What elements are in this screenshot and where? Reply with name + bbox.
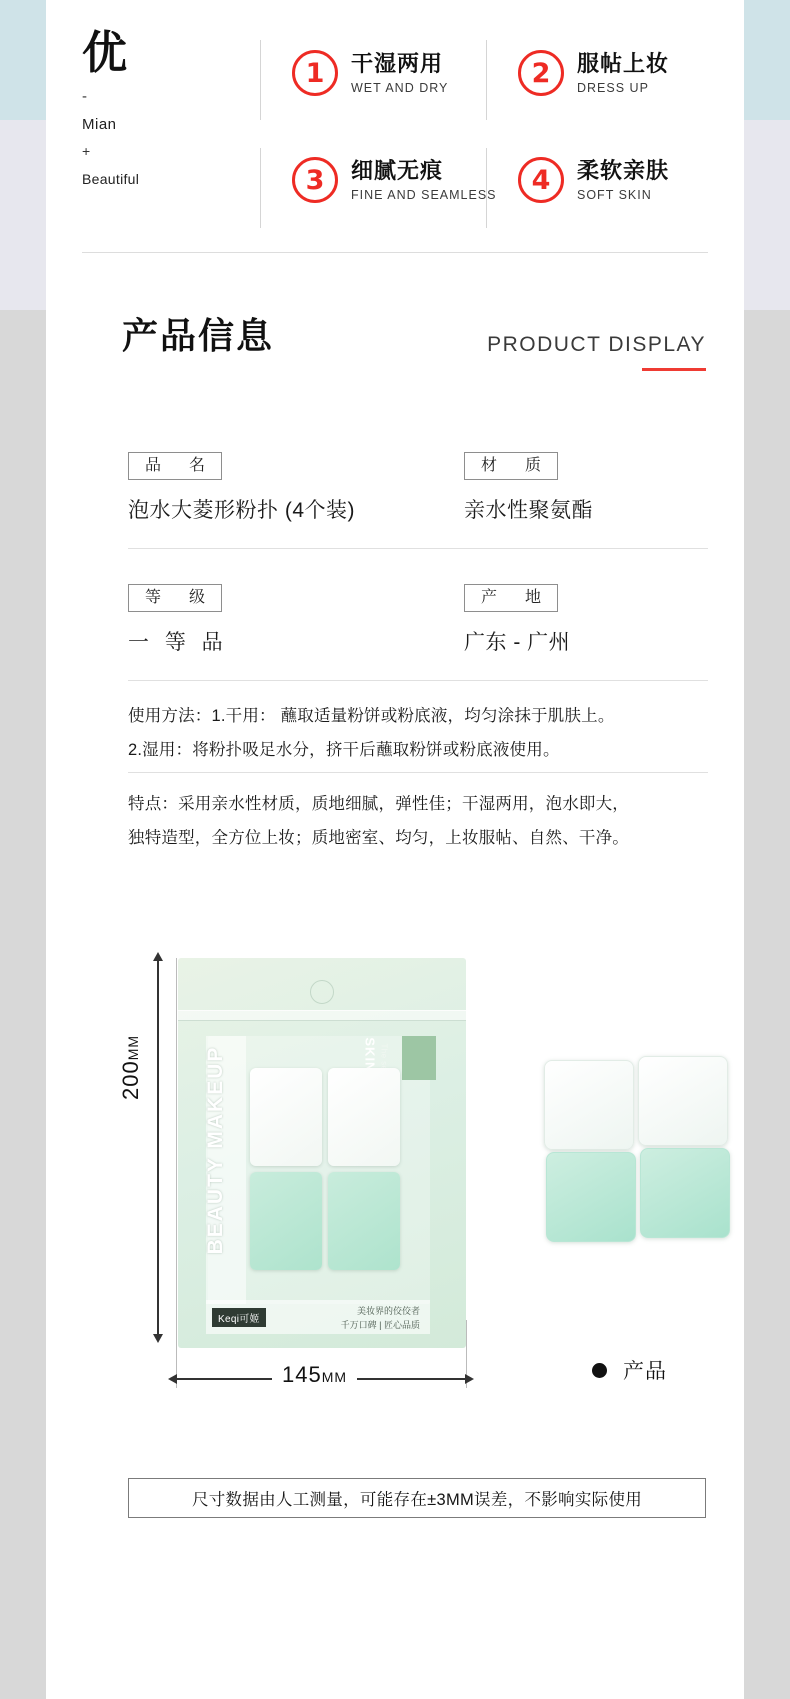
divider-vertical: [260, 148, 261, 228]
content-sheet: [46, 0, 744, 1699]
legend-label: 产品: [623, 1360, 667, 1383]
feature-title-cn: 柔软亲肤: [577, 157, 670, 183]
decor-band-right: [744, 120, 790, 310]
spec-table: [128, 452, 708, 672]
brand-dash: -: [82, 88, 87, 105]
feature-number-badge: 2: [518, 50, 564, 96]
height-unit: MM: [125, 1034, 141, 1061]
usage-line-1: 使用方法：1.干用： 蘸取适量粉饼或粉底液，均匀涂抹于肌肤上。: [128, 707, 615, 725]
feature-title-en: SOFT SKIN: [577, 188, 652, 203]
loose-puff-group: [544, 1060, 734, 1260]
brand-mark: [82, 26, 222, 187]
feature-title-cn: 细腻无痕: [351, 157, 444, 183]
legend: [592, 1355, 667, 1385]
product-package-illustration: [178, 958, 466, 1348]
package-brand-label: Keqi可姬: [212, 1308, 266, 1327]
package-title-text: BEAUTY MAKEUP: [204, 1045, 227, 1255]
height-dimension-arrow: [157, 960, 159, 1335]
zipper-strip: [178, 1010, 466, 1021]
puff-white: [250, 1068, 322, 1166]
spec-row: [128, 562, 708, 672]
spec-cell-name: [128, 452, 418, 524]
feature-title-cn: 服帖上妆: [577, 50, 670, 76]
width-value: 145: [282, 1362, 322, 1387]
points-paragraph: [128, 788, 716, 856]
decor-band-left: [0, 120, 46, 310]
product-display-zone: [92, 930, 790, 1440]
decor-corner-top-left: [0, 0, 46, 120]
page-subtitle-en: PRODUCT DISPLAY: [487, 333, 706, 356]
product-info-header: [82, 300, 708, 380]
divider-vertical: [260, 40, 261, 120]
feature-title-en: WET AND DRY: [351, 81, 449, 96]
package-slogan-line-1: 美妆界的佼佼者: [356, 1306, 420, 1316]
usage-line-2: 2.湿用：将粉扑吸足水分，挤干后蘸取粉饼或粉底液使用。: [128, 740, 560, 759]
spec-value: 广东 - 广州: [464, 631, 571, 655]
feature-title-cn: 干湿两用: [351, 50, 444, 76]
height-dimension-label: [118, 1035, 144, 1100]
brand-char: 优: [82, 26, 129, 79]
puff-white: [328, 1068, 400, 1166]
decor-side-left: [0, 310, 46, 1699]
package-slogan: [341, 1305, 420, 1332]
accent-underline: [642, 368, 706, 371]
dimension-guide-line: [176, 958, 177, 1388]
width-unit: MM: [321, 1369, 348, 1385]
brand-plus: +: [82, 143, 91, 159]
puff-green: [328, 1172, 400, 1270]
spec-cell-origin: [464, 584, 754, 656]
feature-number-badge: 3: [292, 157, 338, 203]
puff-green: [640, 1148, 730, 1238]
package-green-block: [402, 1036, 436, 1080]
divider-horizontal-main: [82, 252, 708, 253]
feature-text: [351, 158, 497, 202]
spec-label: 品 名: [128, 452, 222, 480]
decor-corner-top-right: [744, 0, 790, 120]
feature-text: [577, 158, 669, 202]
spec-cell-grade: [128, 584, 418, 656]
divider-horizontal: [128, 680, 708, 681]
package-puff-group: [250, 1068, 402, 1274]
spec-label: 产 地: [464, 584, 558, 612]
feature-number-badge: 4: [518, 157, 564, 203]
feature-title-en: FINE AND SEAMLESS: [351, 188, 497, 203]
points-line-2: 独特造型，全方位上妆；质地密室、均匀，上妆服帖、自然、干净。: [128, 828, 629, 847]
puff-green: [546, 1152, 636, 1242]
brand-en-second: Beautiful: [82, 171, 140, 187]
usage-paragraph: [128, 700, 716, 768]
divider-horizontal: [128, 772, 708, 773]
spec-value: 泡水大菱形粉扑 (4个装): [128, 499, 355, 523]
spec-row: [128, 452, 708, 562]
spec-label: 等 级: [128, 584, 222, 612]
brand-en-first: Mian: [82, 116, 117, 133]
package-footer-bar: [206, 1300, 430, 1334]
bullet-dot-icon: [592, 1363, 607, 1378]
spec-label: 材 质: [464, 452, 558, 480]
feature-item: [292, 50, 448, 96]
spec-cell-material: [464, 452, 754, 524]
feature-number-badge: 1: [292, 50, 338, 96]
divider-vertical: [486, 40, 487, 120]
spec-value: 一 等 品: [128, 631, 228, 655]
width-dimension-label: [272, 1362, 357, 1388]
puff-green: [250, 1172, 322, 1270]
feature-item: [292, 157, 497, 203]
feature-item: [518, 50, 669, 96]
measurement-note: 尺寸数据由人工测量，可能存在±3MM误差，不影响实际使用: [128, 1478, 706, 1518]
puff-white: [544, 1060, 634, 1150]
divider-horizontal: [128, 548, 708, 549]
feature-text: [577, 51, 669, 95]
height-value: 200: [118, 1060, 143, 1100]
puff-white: [638, 1056, 728, 1146]
feature-title-en: DRESS UP: [577, 81, 649, 96]
feature-item: [518, 157, 669, 203]
features-section: [46, 0, 744, 250]
points-line-1: 特点：采用亲水性材质，质地细腻，弹性佳；干湿两用，泡水即大，: [128, 795, 629, 813]
hang-hole-icon: [310, 980, 334, 1004]
package-slogan-line-2: 千万口碑 | 匠心品质: [340, 1319, 420, 1330]
page-title: 产品信息: [122, 316, 275, 357]
feature-text: [351, 51, 448, 95]
spec-value: 亲水性聚氨酯: [464, 499, 593, 523]
